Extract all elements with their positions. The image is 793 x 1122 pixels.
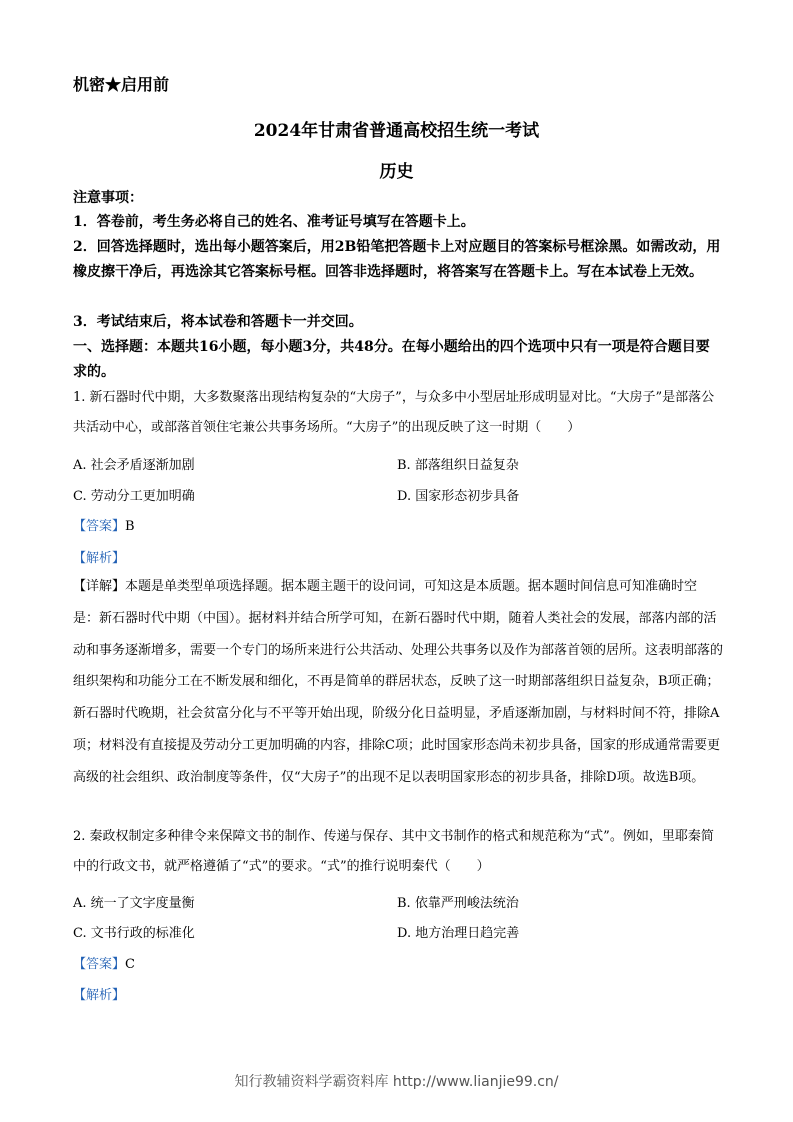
q2-option-d: D. 地方治理日趋完善 bbox=[397, 926, 520, 941]
notice-item-3: 3．考试结束后，将本试卷和答题卡一并交回。 bbox=[73, 314, 363, 330]
q2-stem: 2. 秦政权制定多种律令来保障文书的制作、传递与保存、其中文书制作的格式和规范称为“式”。例如，里耶秦简中的行政文书，就严格遵循了“式”的要求。“式”的推行说明秦代（ ） bbox=[73, 829, 714, 874]
q1-stem: 1. 新石器时代中期，大多数聚落出现结构复杂的“大房子”，与众多中小型居址形成明显对比。“大房子”是部落公共活动中心，或部落首领住宅兼公共事务场所。“大房子”的出现反映了这一时期（ ） bbox=[73, 390, 715, 435]
detail-text: 本题是单类型单项选择题。据本题主题干的设问词，可知这是本质题。据本题时间信息可知准确时空是：新石器时代中期（中国）。据材料并结合所学可知，在新石器时代中期，随着人类社会的发展，部落内部的活动和事务逐渐增多，需要一个专门的场所来进行公共活动、处理公共事务以及作为部落首领的居所。这表明部落的组织架构和功能分工在不断发展和细化，不再是简单的群居状态，反映了这一时期部落组织日益复杂，B项正确；新石器时代晚期，社会贫富分化与不平等开始出现，阶级分化日益明显，矛盾逐渐加剧，与材料时间不符，排除A项；材料没有直接提及劳动分工更加明确的内容，排除C项；此时国家形态尚未初步具备，国家的形成通常需要更高级的社会组织、政治制度等条件，仅“大房子”的出现不足以表明国家形态的初步具备，排除D项。故选B项。 bbox=[73, 579, 724, 785]
q1-detail bbox=[73, 571, 723, 794]
notice-item-1: 1．答卷前，考生务必将自己的姓名、准考证号填写在答题卡上。 bbox=[73, 214, 475, 230]
q1-option-c: C. 劳动分工更加明确 bbox=[73, 489, 195, 504]
answer-value: B bbox=[125, 519, 135, 534]
section-heading: 一、选择题：本题共16小题，每小题3分，共48分。在每小题给出的四个选项中只有一项是符合题目要求的。 bbox=[73, 339, 710, 380]
q2-option-c: C. 文书行政的标准化 bbox=[73, 926, 195, 941]
q1-option-b: B. 部落组织日益复杂 bbox=[397, 458, 519, 473]
q1-analysis-label: 【解析】 bbox=[73, 551, 126, 566]
subject-title: 历史 bbox=[379, 162, 414, 182]
q2-analysis-label: 【解析】 bbox=[73, 988, 126, 1003]
footer-watermark: 知行教辅资料学霸资料库 http://www.lianjie99.cn/ bbox=[234, 1074, 559, 1090]
confidential-label: 机密★启用前 bbox=[73, 75, 170, 94]
q2-option-b: B. 依靠严刑峻法统治 bbox=[397, 896, 519, 911]
q1-option-d: D. 国家形态初步具备 bbox=[397, 489, 520, 504]
detail-label: 【详解】 bbox=[73, 579, 126, 594]
exam-title: 2024年甘肃省普通高校招生统一考试 bbox=[253, 121, 540, 141]
q2-answer: 【答案】C bbox=[73, 957, 135, 972]
notice-heading: 注意事项： bbox=[73, 190, 143, 206]
answer-label: 【答案】 bbox=[73, 519, 126, 534]
q2-option-a: A. 统一了文字度量衡 bbox=[73, 896, 195, 911]
notice-item-2: 2．回答选择题时，选出每小题答案后，用2B铅笔把答题卡上对应题目的答案标号框涂黑。如需改动，用橡皮擦干净后，再选涂其它答案标号框。回答非选择题时，将答案写在答题卡上。写在本试卷上无效。 bbox=[73, 239, 721, 280]
q1-option-a: A. 社会矛盾逐渐加剧 bbox=[73, 458, 195, 473]
q1-answer bbox=[73, 515, 135, 534]
